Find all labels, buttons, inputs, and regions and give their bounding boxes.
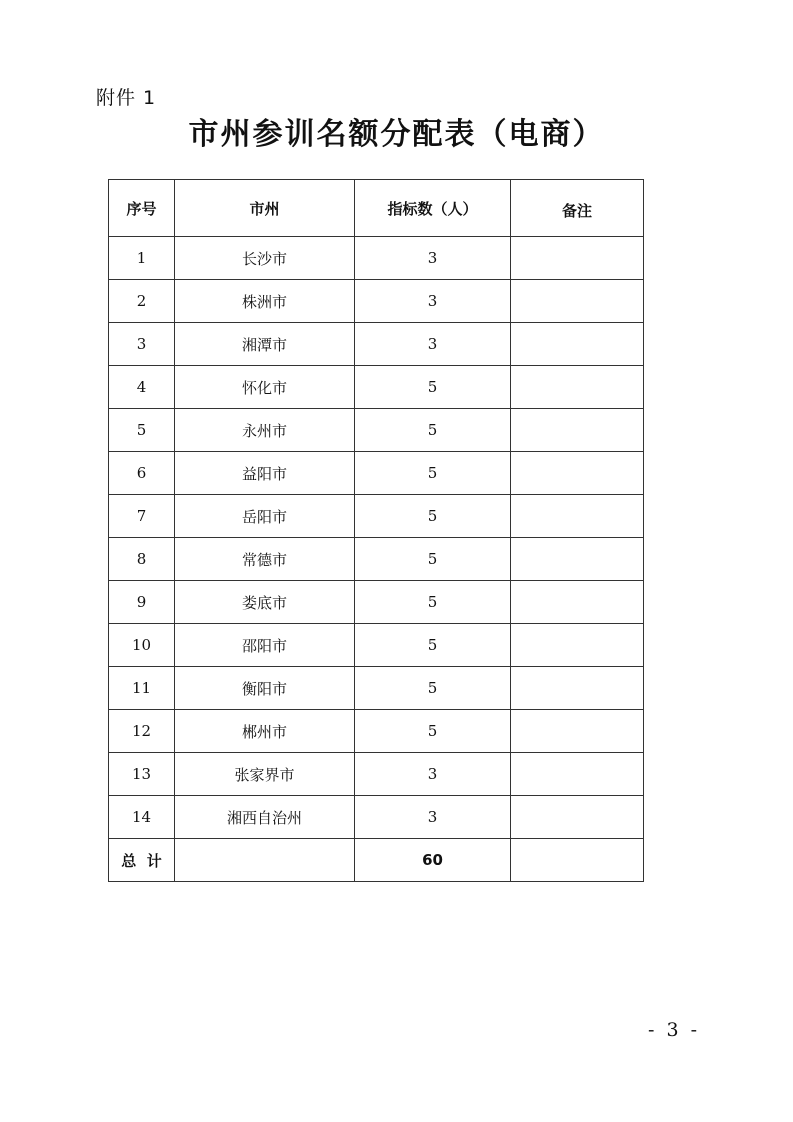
- row-remark: [511, 237, 644, 280]
- row-city: 张家界市: [175, 753, 355, 796]
- table-row: [109, 753, 644, 796]
- row-index: 3: [109, 323, 175, 366]
- table-row: [109, 796, 644, 839]
- total-quota: 60: [355, 839, 511, 882]
- row-remark: [511, 323, 644, 366]
- row-index: 13: [109, 753, 175, 796]
- row-quota: 3: [355, 753, 511, 796]
- row-quota: 5: [355, 710, 511, 753]
- document-title: 市州参训名额分配表（电商）: [188, 117, 605, 152]
- row-quota: 5: [355, 409, 511, 452]
- row-remark: [511, 624, 644, 667]
- row-index: 9: [109, 581, 175, 624]
- total-label: 总 计: [109, 839, 175, 882]
- attachment-label: 附件 1: [96, 87, 157, 109]
- row-quota: 5: [355, 366, 511, 409]
- row-remark: [511, 796, 644, 839]
- row-quota: 5: [355, 667, 511, 710]
- table-header-row: [109, 180, 644, 237]
- table-row: [109, 452, 644, 495]
- row-index: 14: [109, 796, 175, 839]
- row-index: 1: [109, 237, 175, 280]
- row-remark: [511, 495, 644, 538]
- header-quota: 指标数（人）: [355, 180, 511, 237]
- row-city: 永州市: [175, 409, 355, 452]
- table-row: [109, 409, 644, 452]
- row-remark: [511, 452, 644, 495]
- row-quota: 5: [355, 624, 511, 667]
- table-row: [109, 237, 644, 280]
- row-quota: 3: [355, 237, 511, 280]
- row-city: 衡阳市: [175, 667, 355, 710]
- row-quota: 5: [355, 538, 511, 581]
- row-city: 郴州市: [175, 710, 355, 753]
- row-city: 娄底市: [175, 581, 355, 624]
- row-quota: 3: [355, 323, 511, 366]
- row-index: 5: [109, 409, 175, 452]
- row-remark: [511, 409, 644, 452]
- row-city: 株洲市: [175, 280, 355, 323]
- header-remark: 备注: [511, 180, 644, 237]
- row-quota: 5: [355, 581, 511, 624]
- table-row: [109, 581, 644, 624]
- table-row: [109, 624, 644, 667]
- row-city: 湘潭市: [175, 323, 355, 366]
- row-index: 11: [109, 667, 175, 710]
- quota-allocation-table: [108, 179, 644, 882]
- row-city: 怀化市: [175, 366, 355, 409]
- row-city: 长沙市: [175, 237, 355, 280]
- row-quota: 5: [355, 452, 511, 495]
- row-index: 8: [109, 538, 175, 581]
- row-remark: [511, 538, 644, 581]
- row-index: 10: [109, 624, 175, 667]
- row-city: 岳阳市: [175, 495, 355, 538]
- table-row: [109, 366, 644, 409]
- table-row: [109, 280, 644, 323]
- page-number: - 3 -: [648, 1019, 701, 1041]
- row-city: 益阳市: [175, 452, 355, 495]
- row-remark: [511, 710, 644, 753]
- row-index: 12: [109, 710, 175, 753]
- table-row: [109, 495, 644, 538]
- total-city: [175, 839, 355, 882]
- table-row: [109, 323, 644, 366]
- row-remark: [511, 280, 644, 323]
- row-city: 常德市: [175, 538, 355, 581]
- header-city: 市州: [175, 180, 355, 237]
- table-row: [109, 667, 644, 710]
- table-row: [109, 538, 644, 581]
- row-remark: [511, 366, 644, 409]
- row-index: 7: [109, 495, 175, 538]
- total-remark: [511, 839, 644, 882]
- row-index: 6: [109, 452, 175, 495]
- row-index: 2: [109, 280, 175, 323]
- row-city: 邵阳市: [175, 624, 355, 667]
- row-quota: 3: [355, 796, 511, 839]
- row-quota: 3: [355, 280, 511, 323]
- row-remark: [511, 753, 644, 796]
- row-city: 湘西自治州: [175, 796, 355, 839]
- row-quota: 5: [355, 495, 511, 538]
- row-remark: [511, 667, 644, 710]
- row-index: 4: [109, 366, 175, 409]
- total-row: [109, 839, 644, 882]
- row-remark: [511, 581, 644, 624]
- table-row: [109, 710, 644, 753]
- header-index: 序号: [109, 180, 175, 237]
